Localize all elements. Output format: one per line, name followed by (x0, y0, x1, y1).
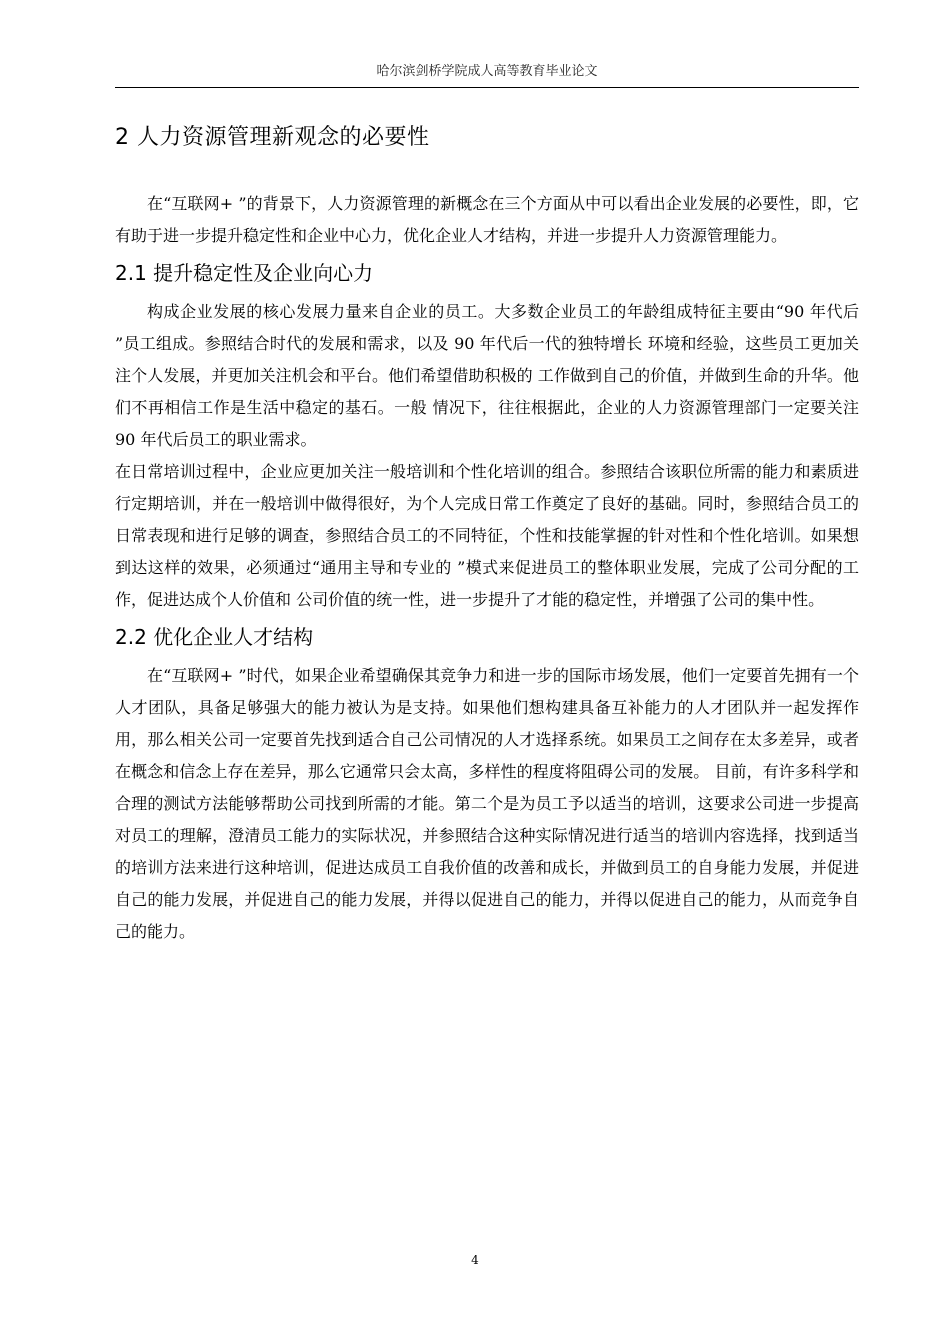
section-2-1-paragraph-1: 构成企业发展的核心发展力量来自企业的员工。大多数企业员工的年龄组成特征主要由“90 年代后 ”员工组成。参照结合时代的发展和需求，以及 90 年代后一代的独特增长 环境和经验，这些员工更加关注个人发展，并更加关注机会和平台。他们希望借助积极的 工作做到自己的价值，并做到生命的升华。他们不再相信工作是生活中稳定的基石。一般 情况下，往往根据此，企业的人力资源管理部门一定要关注 90 年代后员工的职业需求。 (115, 302, 859, 449)
section-2-2-paragraph-1: 在“互联网+ ”时代，如果企业希望确保其竞争力和进一步的国际市场发展，他们一定要首先拥有一个人才团队，具备足够强大的能力被认为是支持。如果他们想构建具备互补能力的人才团队并一起发挥作用，那么相关公司一定要首先找到适合自己公司情况的人才选择系统。如果员工之间存在太多差异，或者在概念和信念上存在差异，那么它通常只会太高，多样性的程度将阻碍公司的发展。 目前，有许多科学和合理的测试方法能够帮助公司找到所需的才能。第二个是为员工予以适当的培训，这要求公司进一步提高对员工的理解，澄清员工能力的实际状况，并参照结合这种实际情况进行适当的培训内容选择，找到适当的培训方法来进行这种培训，促进达成员工自我价值的改善和成长，并做到员工的自身能力发展，并促进自己的能力发展，并促进自己的能力发展，并得以促进自己的能力，并得以促进自己的能力，从而竞争自己的能力。 (115, 666, 859, 941)
section-title-2-1: 2.1 提升稳定性及企业向心力 (115, 261, 374, 285)
chapter-intro-paragraph: 在“互联网+ ”的背景下，人力资源管理的新概念在三个方面从中可以看出企业发展的必要性，即，它有助于进一步提升稳定性和企业中心力，优化企业人才结构，并进一步提升人力资源管理能力。 (115, 194, 859, 245)
page-header: 哈尔滨剑桥学院成人高等教育毕业论文 (376, 64, 598, 79)
chapter-title: 2 人力资源管理新观念的必要性 (115, 125, 430, 150)
section-title-2-2: 2.2 优化企业人才结构 (115, 625, 314, 649)
main-content (115, 120, 859, 948)
header-rule (115, 87, 859, 88)
page-number: 4 (471, 1253, 479, 1267)
section-2-1-paragraph-2: 在日常培训过程中，企业应更加关注一般培训和个性化培训的组合。参照结合该职位所需的能力和素质进行定期培训，并在一般培训中做得很好，为个人完成日常工作奠定了良好的基础。同时，参照结合员工的日常表现和进行足够的调查，参照结合员工的不同特征，个性和技能掌握的针对性和个性化培训。如果想到达这样的效果，必须通过“通用主导和专业的 ”模式来促进员工的整体职业发展，完成了公司分配的工作，促进达成个人价值和 公司价值的统一性，进一步提升了才能的稳定性，并增强了公司的集中性。 (115, 462, 859, 609)
